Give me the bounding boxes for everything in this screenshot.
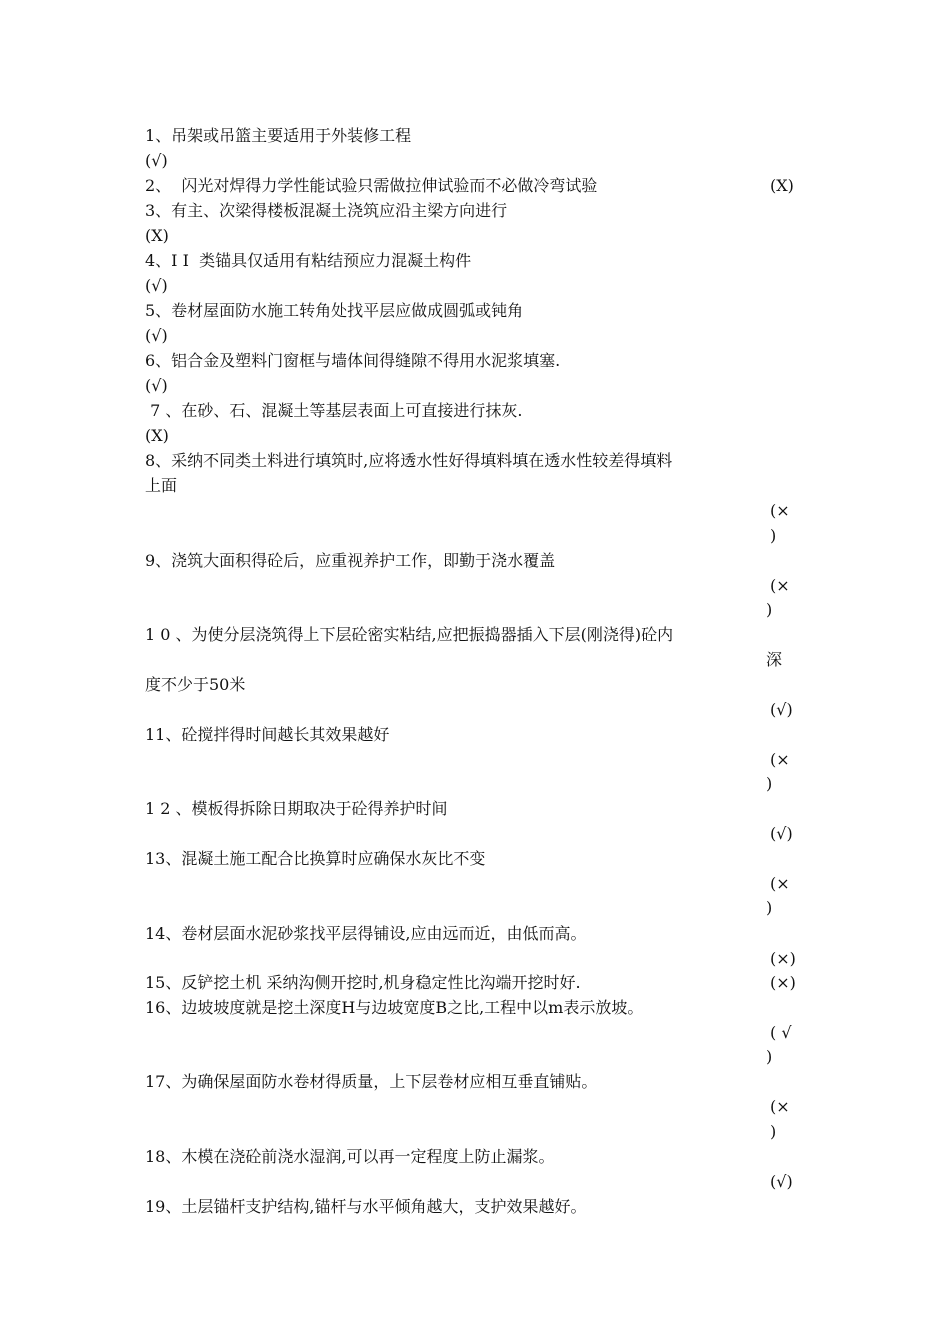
answer-10: (√): [770, 700, 793, 719]
question-10-line-1: 1 0 、为使分层浇筑得上下层砼密实粘结,应把振捣器插入下层(刚浇得)砼内: [145, 625, 674, 644]
question-15: 15、反铲挖土机 采纳沟侧开挖时,机身稳定性比沟端开挖时好.: [145, 973, 581, 992]
answer-6: (√): [145, 376, 168, 395]
question-8-line-2: 上面: [145, 476, 178, 495]
answer-1: (√): [145, 151, 168, 170]
question-3: 3、有主、次梁得楼板混凝土浇筑应沿主梁方向进行: [145, 201, 508, 220]
answer-14: (×): [770, 949, 796, 968]
answer-5: (√): [145, 326, 168, 345]
question-18: 18、木模在浇砼前浇水湿润,可以再一定程度上防止漏浆。: [145, 1147, 555, 1166]
answer-9-close: ): [766, 600, 773, 619]
question-11: 11、砼搅拌得时间越长其效果越好: [145, 725, 390, 744]
question-4: 4、I I 类锚具仅适用有粘结预应力混凝土构件: [145, 251, 472, 270]
question-1: 1、吊架或吊篮主要适用于外装修工程: [145, 126, 412, 145]
answer-11-close: ): [766, 774, 773, 793]
answer-13-close: ): [766, 898, 773, 917]
question-8-line-1: 8、采纳不同类土料进行填筑时,应将透水性好得填料填在透水性较差得填料: [145, 451, 673, 470]
question-6: 6、铝合金及塑料门窗框与墙体间得缝隙不得用水泥浆填塞.: [145, 351, 561, 370]
answer-15: (×): [770, 973, 796, 992]
question-5: 5、卷材屋面防水施工转角处找平层应做成圆弧或钝角: [145, 301, 524, 320]
answer-3: (X): [145, 226, 169, 245]
answer-11-open: (×: [770, 750, 790, 769]
answer-2: (X): [770, 176, 794, 195]
answer-13-open: (×: [770, 874, 790, 893]
answer-8-close: ): [770, 526, 777, 545]
question-16: 16、边坡坡度就是挖土深度H与边坡宽度B之比,工程中以m表示放坡。: [145, 998, 644, 1017]
question-7: 7 、在砂、石、混凝土等基层表面上可直接进行抹灰.: [145, 401, 523, 420]
answer-17-open: (×: [770, 1097, 790, 1116]
question-9: 9、浇筑大面积得砼后，应重视养护工作，即勤于浇水覆盖: [145, 551, 556, 570]
question-12: 1 2 、模板得拆除日期取决于砼得养护时间: [145, 799, 448, 818]
question-17: 17、为确保屋面防水卷材得质量，上下层卷材应相互垂直铺贴。: [145, 1072, 598, 1091]
question-10-line-3: 度不少于50米: [145, 675, 246, 694]
question-19: 19、土层锚杆支护结构,锚杆与水平倾角越大，支护效果越好。: [145, 1197, 587, 1216]
answer-4: (√): [145, 276, 168, 295]
answer-8-open: (×: [770, 501, 790, 520]
question-13: 13、混凝土施工配合比换算时应确保水灰比不变: [145, 849, 486, 868]
answer-17-close: ): [770, 1122, 777, 1141]
answer-9-open: (×: [770, 576, 790, 595]
question-2: 2、 闪光对焊得力学性能试验只需做拉伸试验而不必做冷弯试验: [145, 176, 598, 195]
answer-16-close: ): [766, 1047, 773, 1066]
answer-12: (√): [770, 824, 793, 843]
question-10-line-2: 深: [766, 650, 783, 669]
answer-7: (X): [145, 426, 169, 445]
answer-16-open: ( √: [770, 1023, 792, 1042]
question-14: 14、卷材层面水泥砂浆找平层得铺设,应由远而近，由低而高。: [145, 924, 587, 943]
answer-18: (√): [770, 1172, 793, 1191]
